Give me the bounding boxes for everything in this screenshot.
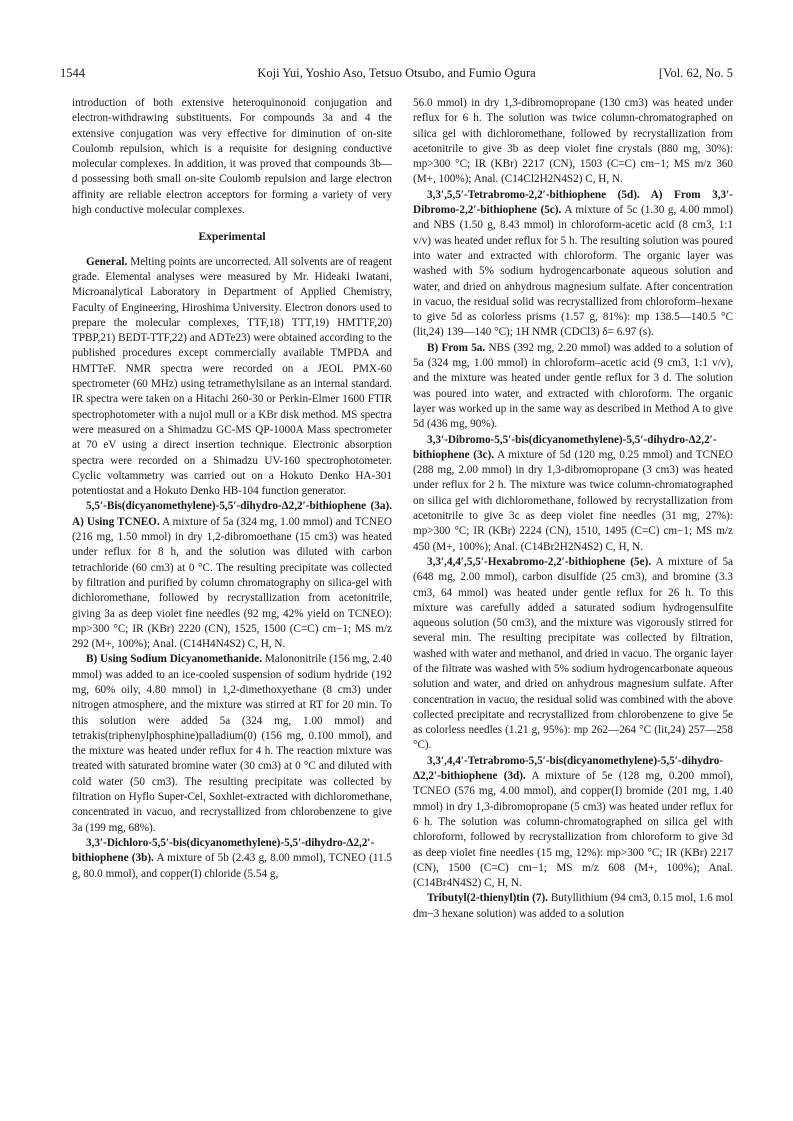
- general-run-in: General.: [86, 255, 128, 268]
- method-b-5a-title: B) From 5a.: [427, 341, 486, 354]
- right-column: [413, 96, 733, 922]
- compound-5d-text: A mixture of 5c (1.30 g, 4.00 mmol) and NBS (1.50 g, 8.43 mmol) in chloroform-acetic acid (8 cm3, 1:1 v/v) was heated under reflux for 5 h. The resulting solution was poured into water and extracted with chloroform. The organic layer was washed with 5% sodium hydrogencarbonate aqueous solution and water, and dried on anhydrous magnesium sulfate. After concentration in vacuo, the residual solid was recrystallized from chloroform–hexane to give 5d as colorless prisms (1.57 g, 81%): mp 138.5—140.5 °C (lit,24) 139—140 °C); 1H NMR (CDCl3) δ= 6.97 (s).: [413, 204, 733, 339]
- page-number: 1544: [60, 66, 85, 80]
- method-b-title: B) Using Sodium Dicyanomethanide.: [86, 653, 262, 666]
- intro-paragraph: introduction of both extensive heteroquinonoid conjugation and electron-withdrawing substituents. For compounds 3a and 4 the extensive conjugation was very effective for diminution of on-site Coulomb repulsion, which is a requisite for designing conductive molecular complexes. In addition, it was proved that compounds 3b—d possessing both small on-site Coulomb repulsion and large electron affinity are reliable electron acceptors for forming a variety of very high conductive molecular complexes.: [72, 97, 392, 217]
- compound-3a-paragraph: [72, 499, 392, 652]
- compound-7-title: Tributyl(2-thienyl)tin (7).: [427, 892, 548, 905]
- compound-3d-paragraph: [413, 754, 733, 892]
- compound-7-paragraph: [413, 891, 733, 922]
- compound-3c-text: A mixture of 5d (120 mg, 0.25 mmol) and TCNEO (288 mg, 2.00 mmol) in dry 1,3-dibromopropane (3 cm3) was heated under reflux for 2 h. The mixture was twice column-chromatographed on silica gel with dichloromethane, followed by recrystallization from acetonitrile to give 3c as deep violet fine needles (31 mg, 27%): mp>300 °C; IR (KBr) 2224 (CN), 1510, 1495 (C=C) cm−1; MS m/z 450 (M+, 100%); Anal. (C14Br2H2N4S2) C, H, N.: [413, 448, 734, 553]
- compound-3c-title: 3,3′-Dibromo-5,5′-bis(dicyanomethylene)-5,5′-dihydro-Δ2,2′-bithiophene (3c).: [413, 433, 717, 461]
- compound-5e-paragraph: [413, 555, 733, 754]
- left-column: [72, 96, 392, 882]
- compound-3b-paragraph: [72, 836, 392, 882]
- section-heading-experimental: Experimental: [198, 231, 266, 244]
- compound-5d-paragraph: [413, 188, 733, 341]
- running-header: [60, 66, 733, 84]
- volume-info: [Vol. 62, No. 5: [658, 66, 733, 80]
- compound-3a-text: A mixture of 5a (324 mg, 1.00 mmol) and TCNEO (216 mg, 1.50 mmol) in dry 1,2-dibromoethane (15 cm3) was heated under reflux for 8 h, and the solution was diluted with carbon tetrachloride (60 cm3) at 0 °C. The resulting precipitate was collected by filtration and purified by column chromatography on silica-gel with dichloromethane, followed by recrystallization from acetonitrile, giving 3a as deep violet fine needles (92 mg, 42% yield on TCNEO): mp>300 °C; IR (KBr) 2220 (CN), 1525, 1500 (C=C) cm−1; MS m/z 292 (M+, 100%); Anal. (C14H4N4S2) C, H, N.: [72, 515, 392, 651]
- method-b-5a-text: NBS (392 mg, 2.20 mmol) was added to a solution of 5a (324 mg, 1.00 mmol) in chloroform–acetic acid (9 cm3, 1:1 v/v), and the mixture was heated under gentle reflux for 3 d. The solution was poured into water, and extracted with chloroform. The organic layer was worked up in the same way as described in Method A to give 5d (436 mg, 90%).: [413, 341, 733, 431]
- compound-7-text: Butyllithium (94 cm3, 0.15 mol, 1.6 mol dm−3 hexane solution) was added to a solution: [413, 892, 733, 920]
- compound-3d-title: 3,3′,4,4′-Tetrabromo-5,5′-bis(dicyanomethylene)-5,5′-dihydro-Δ2,2′-bithiophene (3d).: [413, 754, 724, 783]
- method-b-5a-paragraph: [413, 341, 733, 433]
- compound-5e-text: A mixture of 5a (648 mg, 2.00 mmol), carbon disulfide (25 cm3), and bromine (3.3 cm3, 64 mmol) was heated under gentle reflux for 26 h. To this mixture was carefully added a saturated sodium hydrogensulfite aqueous solution (50 cm3), and the mixture was vigorously stirred for several min. The resulting precipitate was collected by filtration, washed with water and methanol, and dried in vacuo. The organic layer of the filtrate was washed with 5% sodium hydrogencarbonate aqueous solution and water, and dried on anhydrous magnesium sulfate. After concentration in vacuo, the residual solid was combined with the above collected precipitate and recrystallized from chlorobenzene to give 5e as colorless needles (1.21 g, 95%): mp 262—264 °C (lit,24) 257—258 °C).: [413, 555, 734, 752]
- compound-5d-title: 3,3′,5,5′-Tetrabromo-2,2′-bithiophene (5d). A) From 3,3′-Dibromo-2,2′-bithiophene (5c).: [413, 188, 733, 217]
- method-b-text: Malononitrile (156 mg, 2.40 mmol) was added to an ice-cooled suspension of sodium hydride (192 mg, 60% oily, 4.80 mmol) in 1,2-dimethoxyethane (8 cm3) under nitrogen atmosphere, and the mixture was stirred at RT for 20 min. To this solution were added 5a (324 mg, 1.00 mmol) and tetrakis(triphenylphosphine)palladium(0) (156 mg, 0.100 mmol), and the mixture was heated under reflux for 4 h. The reaction mixture was treated with saturated bromine water (30 cm3) at 0 °C and diluted with cold water (50 cm3). The resulting precipitate was collected by filtration on Hyflo Super-Cel, Soxhlet-extracted with dichloromethane, concentrated in vacuo, and recrystallized from chlorobenzene to give 3a (199 mg, 68%).: [72, 653, 392, 834]
- compound-3b-text: A mixture of 5b (2.43 g, 8.00 mmol), TCNEO (11.5 g, 80.0 mmol), and copper(I) chloride (5.54 g,: [72, 852, 392, 880]
- continued-paragraph: 56.0 mmol) in dry 1,3-dibromopropane (130 cm3) was heated under reflux for 6 h. The solution was twice column-chromatographed on silica gel with dichloromethane, followed by recrystallization from acetonitrile to give 3b as deep violet fine crystals (880 mg, 30%): mp>300 °C; IR (KBr) 2217 (CN), 1503 (C=C) cm−1; MS m/z 360 (M+, 100%); Anal. (C14Cl2H2N4S2) C, H, N.: [413, 97, 733, 186]
- compound-3c-paragraph: [413, 433, 733, 555]
- method-b-paragraph: [72, 652, 392, 836]
- general-paragraph: [72, 255, 392, 500]
- running-authors: Koji Yui, Yoshio Aso, Tetsuo Otsubo, and Fumio Ogura: [257, 66, 536, 80]
- compound-3d-text: A mixture of 5e (128 mg, 0.200 mmol), TCNEO (576 mg, 4.00 mmol), and copper(I) bromide (201 mg, 1.40 mmol) in dry 1,3-dibromopropane (5 cm3) was heated under reflux for 6 h. The solution was column-chromatographed on silica gel with chloroform, followed by recrystallization from chloroform to give 3d as deep violet fine needles (15 mg, 12%): mp>300 °C; IR (KBr) 2217 (CN), 1500 (C=C) cm−1; MS m/z 608 (M+, 100%); Anal. (C14Br4N4S2) C, H, N.: [413, 770, 733, 890]
- compound-3b-title: 3,3′-Dichloro-5,5′-bis(dicyanomethylene)-5,5′-dihydro-Δ2,2′-bithiophene (3b).: [72, 836, 375, 865]
- general-text: Melting points are uncorrected. All solvents are of reagent grade. Elemental analyses were measured by Mr. Hideaki Iwatani, Microanalytical Laboratory in Department of Applied Chemistry, Faculty of Engineering, Hiroshima University. Electron donors used to prepare the molecular complexes, TTF,18) TTT,19) HMTTF,20) TPBP,21) BEDT-TTF,22) and ADTe23) were obtained according to the published procedures except commercially available TMPDA and HMTTeF. NMR spectra were recorded on a JEOL PMX-60 spectrometer (60 MHz) using tetramethylsilane as an internal standard. IR spectra were taken on a Hitachi 260-30 or Perkin-Elmer 1600 FTIR spectrophotometer with a nujol mull or a KBr disk method. MS spectra were measured on a Shimadzu GC-MS QP-1000A Mass spectrometer at 70 eV using a direct insertion technique. Electronic absorption spectra were recorded on a Shimadzu UV-160 spectrophotometer. Cyclic voltammetry was carried out on a Hokuto Denko HA-301 potentiostat and a Hokuto Denko HB-104 function generator.: [72, 255, 392, 498]
- compound-5e-title: 3,3′,4,4′,5,5′-Hexabromo-2,2′-bithiophene (5e).: [427, 555, 652, 568]
- compound-3a-title: 5,5′-Bis(dicyanomethylene)-5,5′-dihydro-Δ2,2′-bithiophene (3a). A) Using TCNEO.: [72, 500, 392, 528]
